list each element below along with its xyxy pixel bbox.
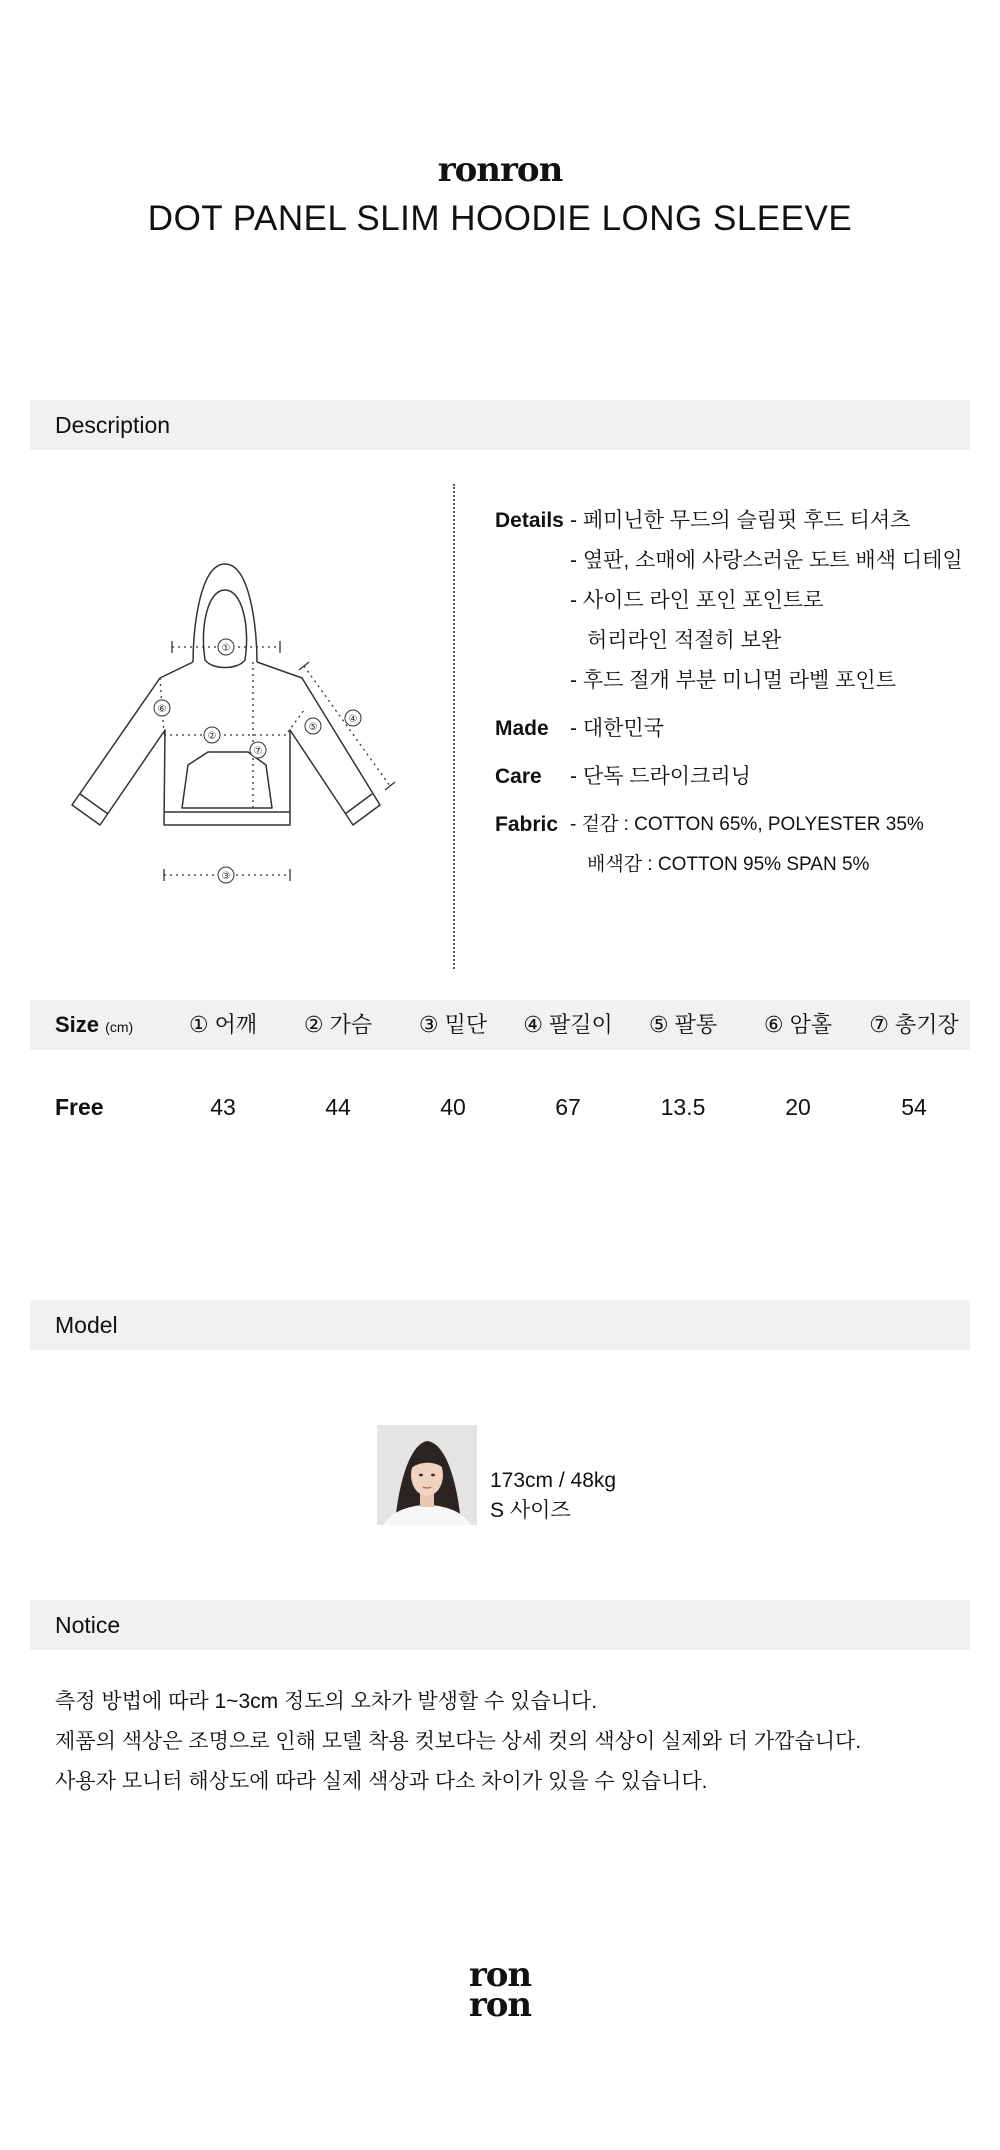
description-heading: Description [55, 412, 171, 438]
hoodie-body-outline [72, 662, 380, 825]
care-value: - 단독 드라이크리닝 [570, 765, 751, 788]
notice-heading: Notice [55, 1612, 121, 1638]
sleeve-width-measure-line [288, 710, 304, 732]
size-table-header [30, 1000, 970, 1050]
notice-section-header [30, 1600, 970, 1650]
description-divider [453, 484, 455, 969]
size-table-row [30, 1082, 970, 1132]
details-line: - 사이드 라인 포인 포인트로 [570, 589, 824, 612]
kangaroo-pocket [182, 752, 272, 808]
size-column-header: ⑤ 팔통 [648, 1012, 718, 1037]
details-line: - 페미닌한 무드의 슬림핏 후드 티셔츠 [570, 509, 911, 532]
size-value: 43 [210, 1094, 236, 1120]
description-section-header [30, 400, 970, 450]
size-column-header: ④ 팔길이 [523, 1012, 613, 1037]
hoodie-hood-inner [204, 590, 247, 668]
brand-logo-top: ronron [437, 150, 563, 190]
notice-line: 측정 방법에 따라 1~3cm 정도의 오차가 발생할 수 있습니다. [55, 1690, 598, 1713]
notice-line: 제품의 색상은 조명으로 인해 모델 착용 컷보다는 상세 컷의 색상이 실제와 더 가깝습니다. [55, 1730, 862, 1753]
model-photo [377, 1425, 477, 1525]
size-value: 40 [440, 1094, 466, 1120]
size-value: 44 [325, 1094, 351, 1120]
model-height-weight: 173cm / 48kg [490, 1469, 617, 1492]
marker-7: ⑦ [253, 746, 263, 757]
model-section-header [30, 1300, 970, 1350]
fabric-label: Fabric [495, 813, 559, 836]
care-label: Care [495, 765, 542, 788]
size-column-header: ③ 밑단 [418, 1012, 488, 1037]
size-value: 20 [785, 1094, 811, 1120]
marker-3: ③ [221, 871, 231, 882]
details-line: 허리라인 적절히 보완 [587, 629, 782, 652]
size-value: 54 [901, 1094, 927, 1120]
marker-5: ⑤ [308, 722, 318, 733]
size-header-label: Size [55, 1012, 100, 1037]
marker-1: ① [221, 643, 231, 654]
marker-2: ② [207, 731, 217, 742]
model-heading: Model [55, 1312, 118, 1338]
brand-logo-bottom [0, 1955, 1000, 2025]
size-column-header: ① 어깨 [188, 1012, 258, 1037]
model-size: S 사이즈 [490, 1499, 571, 1522]
fabric-line: - 겉감 : COTTON 65%, POLYESTER 35% [570, 814, 924, 835]
details-label: Details [495, 509, 564, 532]
size-value: 67 [555, 1094, 581, 1120]
size-header-unit: (cm) [105, 1019, 134, 1035]
size-column-header: ⑥ 암홀 [763, 1012, 833, 1037]
left-cuff [80, 794, 108, 814]
model-info [490, 1466, 616, 1526]
size-name: Free [55, 1094, 104, 1120]
product-title: DOT PANEL SLIM HOODIE LONG SLEEVE [147, 199, 853, 238]
hoodie-measurement-diagram [60, 550, 440, 900]
size-column-header: ② 가슴 [303, 1012, 373, 1037]
details-line: - 옆판, 소매에 사랑스러운 도트 배색 디테일 [570, 549, 963, 572]
size-header-cell [55, 1000, 133, 1052]
notice-text [55, 1682, 955, 1802]
fabric-line: 배색감 : COTTON 95% SPAN 5% [587, 854, 870, 875]
size-value: 13.5 [660, 1094, 706, 1120]
marker-4: ④ [348, 714, 358, 725]
brand-logo-line: ron [468, 1985, 532, 2025]
right-cuff [345, 794, 372, 814]
made-label: Made [495, 717, 549, 740]
brand-logo-line: ron [468, 1955, 532, 1995]
details-line: - 후드 절개 부분 미니멀 라벨 포인트 [570, 669, 897, 692]
marker-6: ⑥ [157, 704, 167, 715]
notice-line: 사용자 모니터 해상도에 따라 실제 색상과 다소 차이가 있을 수 있습니다. [55, 1770, 708, 1793]
size-column-header: ⑦ 총기장 [869, 1012, 959, 1037]
made-value: - 대한민국 [570, 717, 664, 740]
